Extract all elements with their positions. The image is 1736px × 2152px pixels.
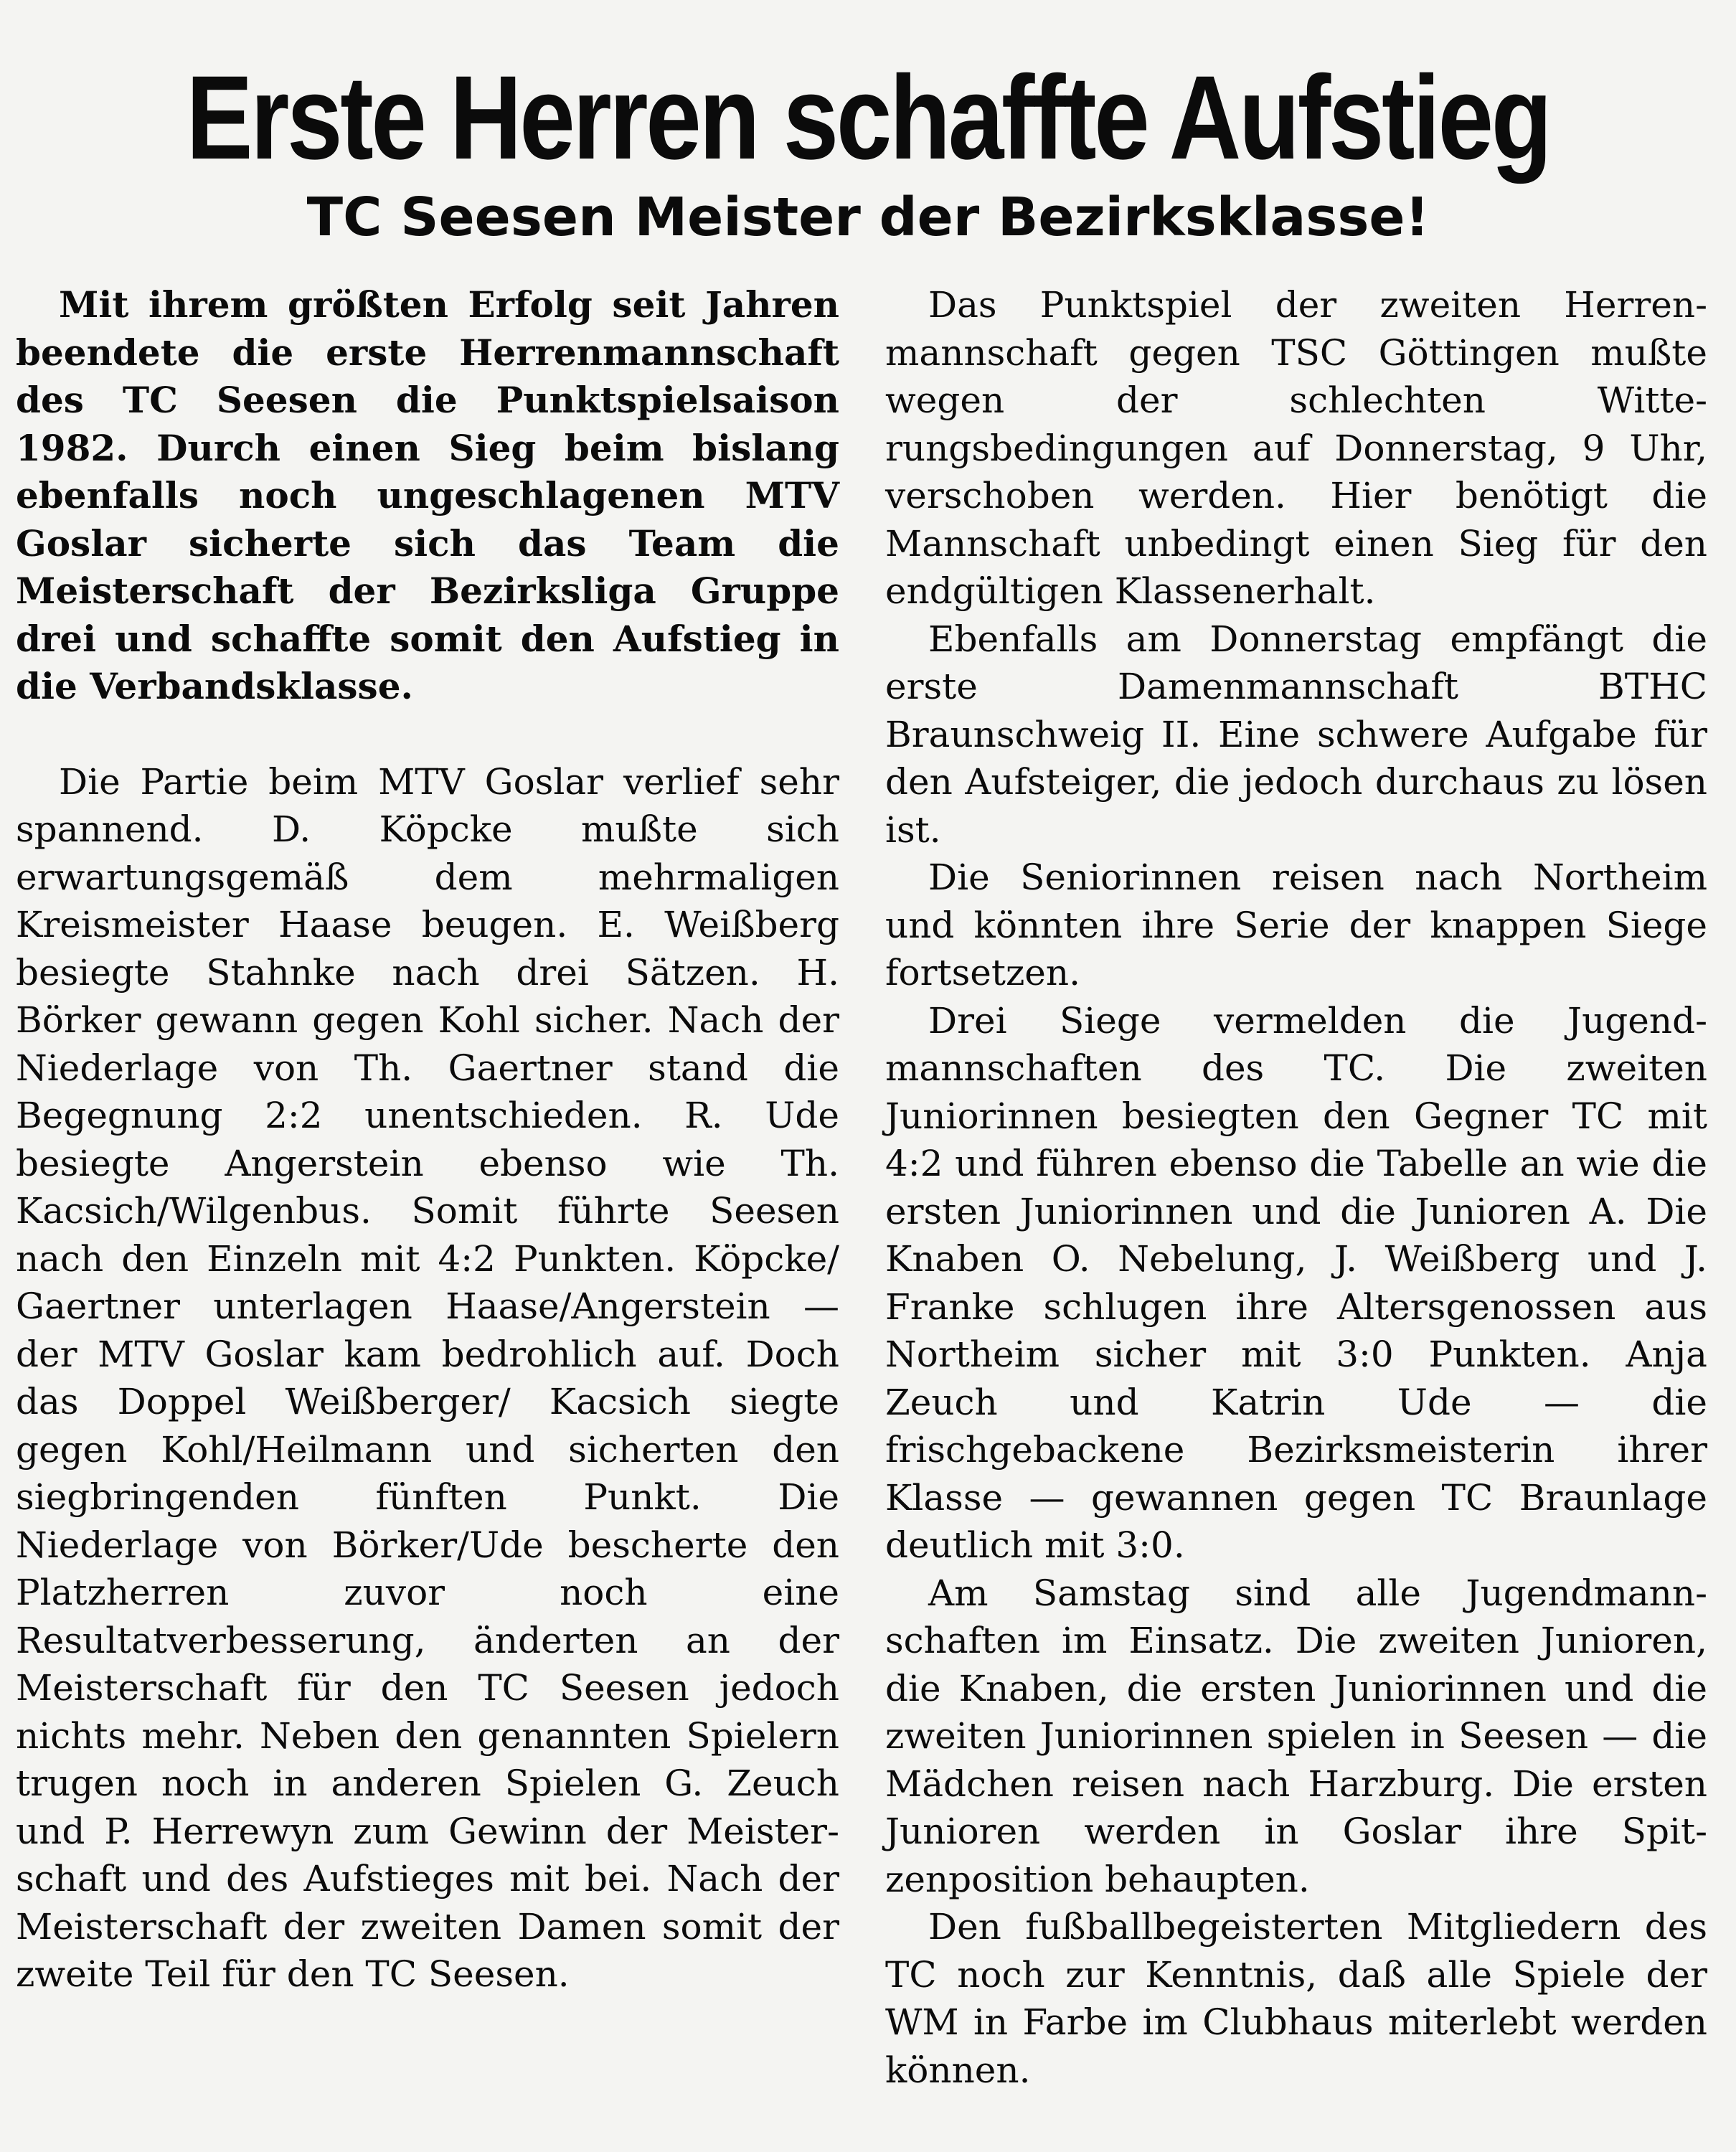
body-paragraph: Drei Siege vermelden die Jugendmannschaften des TC. Die zweiten Juniorinnen besiegten den Gegner TC mit 4:2 und führen ebenso die Tabelle an wie die ersten Juniorinnen und die Junioren A. Die Knaben O. Nebelung, J. Weißberg und J. Franke schlugen ihre Altersgenossen aus Northeim sicher mit 3:0 Punkten. Anja Zeuch und Katrin Ude — die frischgebackene Bezirksmeisterin ihrer Klasse — gewannen gegen TC Braunlage deutlich mit 3:0. bbox=[885, 999, 1707, 1566]
body-paragraph: Ebenfalls am Donnerstag empfängt die erste Damenmannschaft BTHC Braunschweig II. Eine schwere Aufgabe für den Aufsteiger, die jedoch durchaus zu lösen ist. bbox=[885, 618, 1707, 851]
body-paragraph: Die Partie beim MTV Goslar verlief sehr spannend. D. Köpcke mußte sich erwartungsgemäß dem mehrmaligen Kreismeister Haase beugen. E. Weißberg besiegte Stahnke nach drei Sätzen. H. Börker gewann gegen Kohl sicher. Nach der Niederlage von Th. Gaertner stand die Begegnung 2:2 unentschieden. R. Ude besiegte Angerstein ebenso wie Th. Kacsich/Wilgenbus. Somit führte Seesen nach den Einzeln mit 4:2 Punkten. Köpcke/ Gaertner unterlagen Haase/Angerstein — der MTV Goslar kam bedrohlich auf. Doch das Doppel Weißberger/ Kacsich siegte gegen Kohl/Heilmann und sicherten den siegbringenden fünften Punkt. Die Niederlage von Börker/Ude bescherte den Platzherren zuvor noch eine Resultatverbesserung, änderten an der Meisterschaft für den TC Seesen jedoch nichts mehr. Neben den genannten Spielern trugen noch in anderen Spielen G. Zeuch und P. Herrewyn zum Gewinn der Meisterschaft und des Aufstieges mit bei. Nach der Meisterschaft der zweiten Damen somit der zweite Teil für den TC Seesen. bbox=[16, 760, 839, 1995]
column-left bbox=[16, 281, 839, 1998]
body-paragraph: Am Samstag sind alle Jugendmannschaften im Einsatz. Die zweiten Junioren, die Knaben, die ersten Juniorinnen und die zweiten Juniorinnen spielen in Seesen — die Mädchen reisen nach Harzburg. Die ersten Junioren werden in Goslar ihre Spitzenposition behaupten. bbox=[885, 1572, 1707, 1900]
lead-paragraph: Mit ihrem größten Erfolg seit Jahren beendete die erste Herrenmannschaft des TC Seesen die Punktspielsaison 1982. Durch einen Sieg beim bislang ebenfalls noch ungeschlagenen MTV Goslar sicherte sich das Team die Meisterschaft der Bezirksliga Gruppe drei und schaffte somit den Aufstieg in die Verbandsklasse. bbox=[16, 283, 839, 707]
body-paragraph: Das Punktspiel der zweiten Herrenmannschaft gegen TSC Göttingen mußte wegen der schlechten Witterungsbedingungen auf Donnerstag, 9 Uhr, verschoben werden. Hier benötigt die Mannschaft unbedingt einen Sieg für den endgültigen Klassenerhalt. bbox=[885, 284, 1707, 612]
subheadline: TC Seesen Meister der Bezirksklasse! bbox=[306, 187, 1430, 248]
body-paragraph: Den fußballbegeisterten Mitgliedern des TC noch zur Kenntnis, daß alle Spiele der WM in Farbe im Clubhaus miterlebt werden können. bbox=[885, 1906, 1707, 2091]
column-right bbox=[885, 281, 1707, 2094]
headline: Erste Herren schaffte Aufstieg bbox=[186, 52, 1550, 184]
body-paragraph: Die Seniorinnen reisen nach Northeim und könnten ihre Serie der knappen Siege fortsetzen. bbox=[885, 856, 1707, 994]
